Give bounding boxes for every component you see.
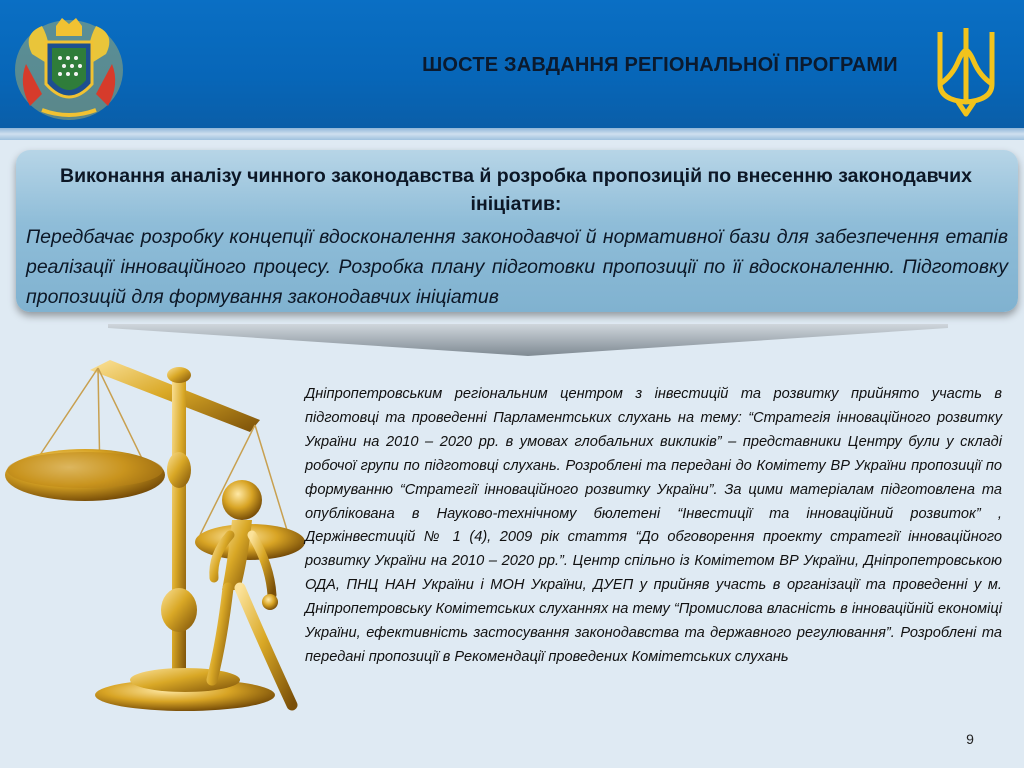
task-summary-panel xyxy=(16,150,1018,312)
scales-of-justice-figure-icon xyxy=(0,350,310,720)
header-divider xyxy=(0,128,1024,140)
panel-heading: Виконання аналізу чинного законодавства й розробка пропозицій по внесенню законодавчих ініціатив: xyxy=(59,165,972,215)
page-number: 9 xyxy=(966,731,974,747)
main-description-text: Дніпропетровським регіональним центром з інвестицій та розвитку прийнято участь в підготовці та проведенні Парламентських слухань на тему: “Стратегія інноваційного розвитку України на 2010 – 2020 рр. в умовах глобальних викликів” – представники Центру були у складі робочої групи по підготовці слухань. Розроблені та передані до Комітету ВР України пропозиції по формуванню “Стратегії інноваційного розвитку України”. За цими матеріалам підготовлена та опублікована в Науково-технічному бюлетені “Інвестиції та інноваційний розвиток” , Держінвестицій № 1 (4), 2009 рік стаття “До обговорення проекту стратегії інноваційного розвитку України на 2010 – 2020 рр.”. Центр спільно із Комітетом ВР України, Дніпропетровською ОДА, ПНЦ НАН України і МОН України, ДУЕП у прийняв участь в організації та проведенні у м. Дніпропетровську Комітетських слуханнях на тему “Промислова власність в інноваційній економіці України, ефективність застосування законодавства та державного регулювання”. Розроблені та передані пропозиції в Рекомендації проведених Комітетських слухань xyxy=(305,386,1002,665)
ukraine-trident-icon xyxy=(932,22,1000,118)
page-title: ШОСТЕ ЗАВДАННЯ РЕГІОНАЛЬНОЇ ПРОГРАМИ xyxy=(422,54,898,76)
oblast-coat-of-arms-icon xyxy=(12,14,126,122)
panel-body-text: Передбачає розробку концепції вдосконалення законодавчої й нормативної бази для забезпечення етапів реалізації інноваційного процесу. Розробка плану підготовки пропозиції по її вдосконаленню. Підготовку пропозицій для формування законодавчих ініціатив xyxy=(26,226,1008,308)
